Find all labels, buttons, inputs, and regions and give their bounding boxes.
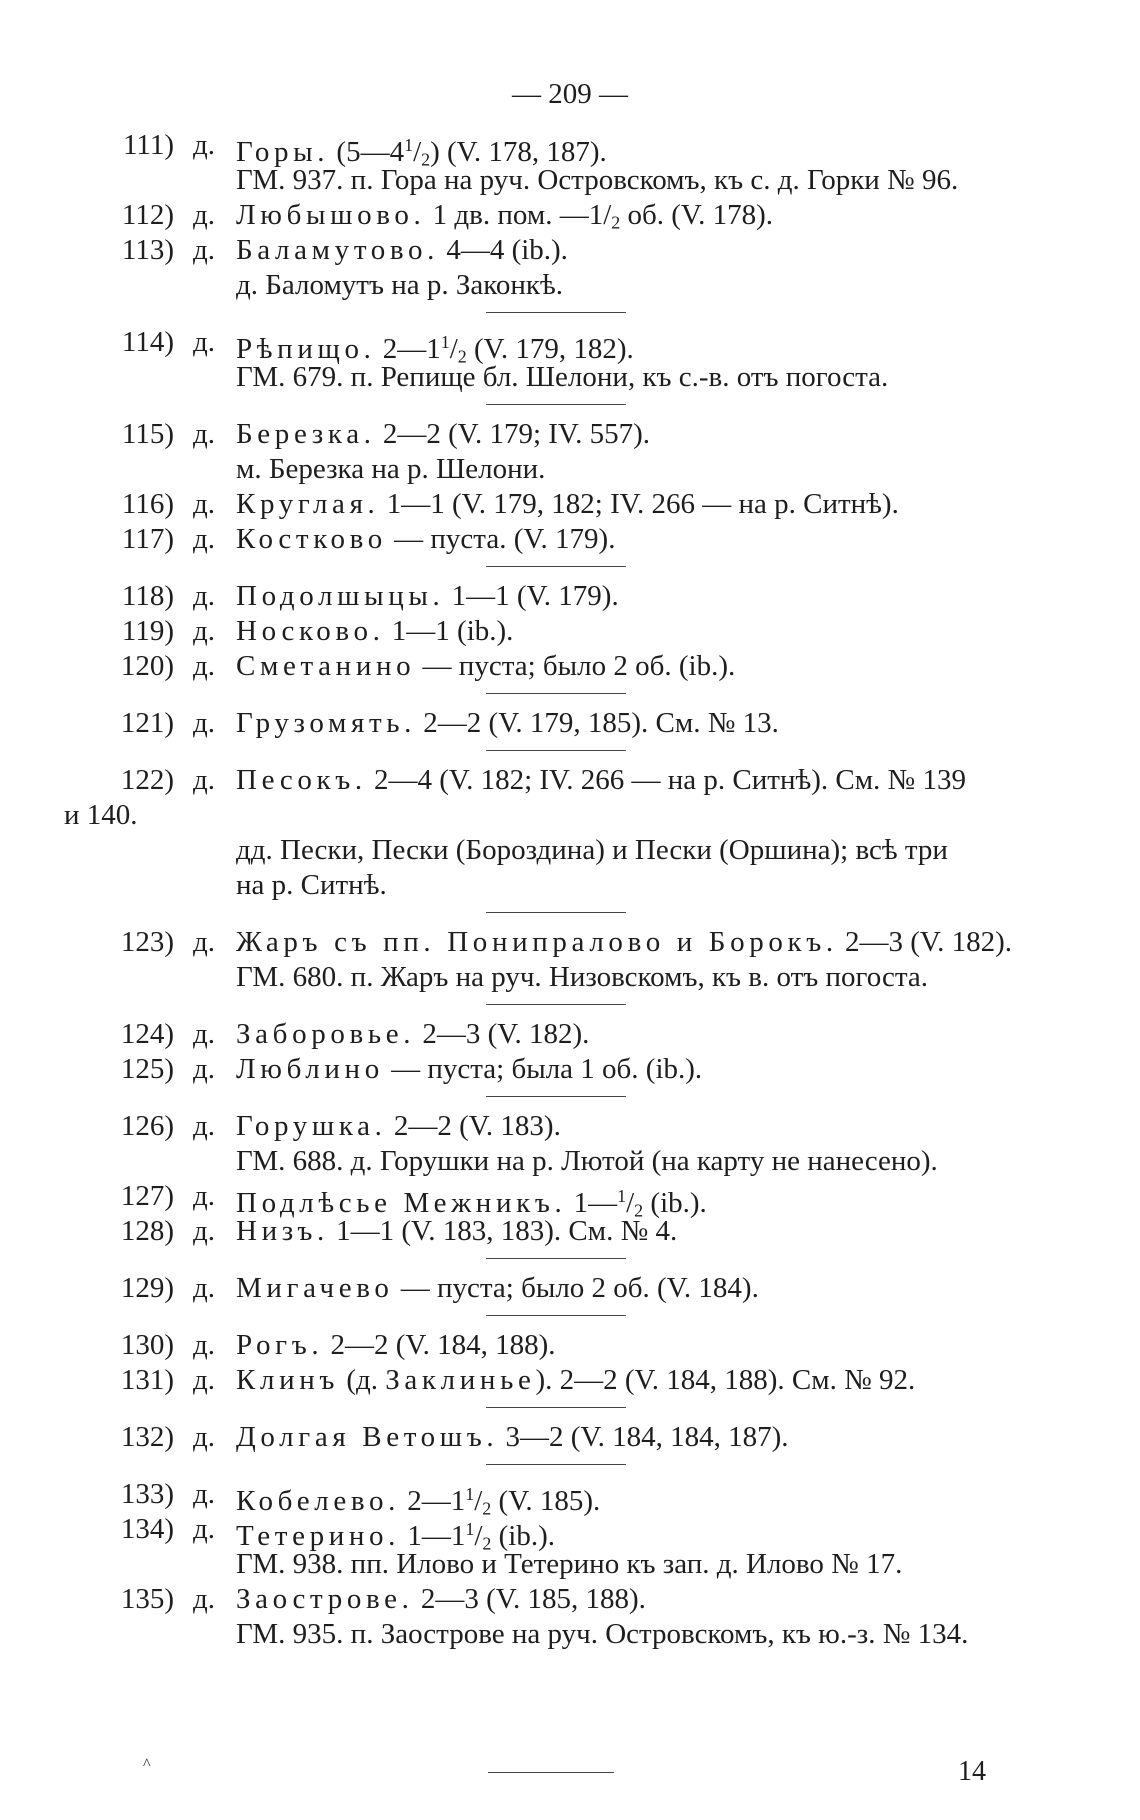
village-name: Сметанино <box>236 650 416 682</box>
entry-line: 122) д. Песокъ. 2—4 (V. 182; IV. 266 — на р. Ситнѣ). См. № 139 <box>120 764 966 796</box>
entry-note: ГМ. 938. пп. Илово и Тетерино къ зап. д. Илово № 17. <box>236 1548 903 1580</box>
separator-rule <box>0 1249 1140 1271</box>
entry-line: 135) д. Заострове. 2—3 (V. 185, 188). <box>120 1583 646 1615</box>
entry-line: 123) д. Жаръ съ пп. Понипралово и Борокъ. 2—3 (V. 182). <box>120 926 1013 958</box>
village-name: Мигачево <box>236 1272 394 1304</box>
village-name: Люблино <box>236 1053 384 1085</box>
village-name: Низъ. <box>236 1215 329 1247</box>
entry-line: 111) д. Горы. $(5—4^1/_2)$ (V. 178, 187). <box>0 128 1140 163</box>
entry-note: м. Березка на р. Шелони. <box>236 453 546 485</box>
entry-line: 115) д. Березка. 2—2 (V. 179; IV. 557). <box>121 418 651 450</box>
village-name: Долгая Ветошъ. <box>236 1421 499 1453</box>
entry-line: 126) д. Горушка. 2—2 (V. 183). <box>120 1110 561 1142</box>
entry-list <box>0 128 1140 1652</box>
village-name: Песокъ. <box>236 764 367 796</box>
separator-rule <box>0 557 1140 579</box>
footer-mark: ^ <box>143 1756 151 1773</box>
entry-line: 128) д. Низъ. 1—1 (V. 183, 183). См. № 4. <box>120 1215 678 1247</box>
entry-note: д. Баломутъ на р. Законкѣ. <box>236 269 563 301</box>
separator-rule <box>0 1398 1140 1420</box>
village-name: Березка. <box>236 418 376 450</box>
village-name: Клинъ <box>236 1364 340 1396</box>
entry-line: 117) д. Костково — пуста. (V. 179). <box>121 523 616 555</box>
entry-line: 125) д. Люблино — пуста; была 1 об. (ib.). <box>120 1053 703 1085</box>
entry-note: дд. Пески, Пески (Бороздина) и Пески (Оршина); всѣ три <box>236 834 948 866</box>
entry-line: 132) д. Долгая Ветошъ. 3—2 (V. 184, 184, 187). <box>120 1421 789 1453</box>
page-footer <box>0 1756 1140 1792</box>
entry-continuation: и 140. <box>64 799 138 831</box>
entry-line: 112) д. Любышово. 1 дв. пом. $—1/_2$ об. (V. 178). <box>121 199 774 233</box>
entry-line: 124) д. Заборовье. 2—3 (V. 182). <box>120 1018 590 1050</box>
village-name: Круглая. <box>236 488 380 520</box>
entry-line: 130) д. Рогъ. 2—2 (V. 184, 188). <box>120 1329 556 1361</box>
entry-note: ГМ. 680. п. Жаръ на руч. Низовскомъ, къ в. отъ погоста. <box>236 961 928 993</box>
village-name: Заборовье. <box>236 1018 416 1050</box>
separator-rule <box>0 995 1140 1017</box>
entry-line: 118) д. Подолшыцы. 1—1 (V. 179). <box>121 580 619 612</box>
entry-line: 121) д. Грузомять. 2—2 (V. 179, 185). См. № 13. <box>120 707 779 739</box>
village-name: Горы. <box>236 135 330 168</box>
separator-rule <box>0 684 1140 706</box>
separator-rule <box>0 741 1140 763</box>
separator-rule <box>0 303 1140 325</box>
entry-abbr: д. <box>193 129 216 161</box>
footer-rule <box>488 1772 614 1773</box>
entry-note: ГМ. 679. п. Репище бл. Шелони, къ с.-в. отъ погоста. <box>236 361 889 393</box>
village-name: Жаръ съ пп. Понипралово и Борокъ. <box>236 926 838 958</box>
separator-rule <box>0 1087 1140 1109</box>
entry-line: 129) д. Мигачево — пуста; было 2 об. (V. 184). <box>120 1272 759 1304</box>
village-name: Грузомять. <box>236 707 417 739</box>
entry-line: 114) д. Рѣпищо. $2—1^1/_2$ (V. 179, 182). <box>121 326 634 367</box>
entry-line: 133) д. Кобелево. $2—1^1/_2$ (V. 185). <box>120 1478 601 1519</box>
village-name: Горушка. <box>236 1110 387 1142</box>
entry-line: 120) д. Сметанино — пуста; было 2 об. (ib.). <box>120 650 736 682</box>
entry-note: ГМ. 935. п. Заострове на руч. Островскомъ, къ ю.-з. № 134. <box>236 1618 969 1650</box>
separator-rule <box>0 1455 1140 1477</box>
village-name: Заострове. <box>236 1583 414 1615</box>
village-name: Тетерино. <box>236 1519 401 1552</box>
entry-line: 116) д. Круглая. 1—1 (V. 179, 182; IV. 266 — на р. Ситнѣ). <box>121 488 899 520</box>
entry-note: на р. Ситнѣ. <box>236 869 387 901</box>
village-alt-name: Заклинье <box>385 1364 536 1396</box>
entry-line: 127) д. Подлѣсье Межникъ. $1—^1/_2$ (ib.). <box>120 1180 707 1221</box>
entry-line: 134) д. Тетерино. $1—1^1/_2$ (ib.). <box>120 1513 555 1554</box>
entry-line: 131) д. Клинъ (д. Заклинье). 2—2 (V. 184, 188). См. № 92. <box>120 1364 916 1396</box>
entry-note: ГМ. 688. д. Горушки на р. Лютой (на карту не нанесено). <box>236 1145 938 1177</box>
page-number: — 209 — <box>512 78 628 110</box>
village-name: Баламутово. <box>236 234 440 266</box>
separator-rule <box>0 395 1140 417</box>
village-name: Костково <box>236 523 387 555</box>
entry-line: 113) д. Баламутово. 4—4 (ib.). <box>121 234 568 266</box>
entry-note: ГМ. 937. п. Гора на руч. Островскомъ, къ с. д. Горки № 96. <box>236 164 959 196</box>
separator-rule <box>0 903 1140 925</box>
village-name: Подолшыцы. <box>236 580 445 612</box>
village-name: Подлѣсье Межникъ. <box>236 1186 567 1219</box>
separator-rule <box>0 1306 1140 1328</box>
entry-number: 111) <box>122 129 174 161</box>
sheet-signature: 14 <box>958 1756 986 1787</box>
village-name: Любышово. <box>236 199 426 231</box>
village-name: Кобелево. <box>236 1484 400 1517</box>
entry-line: 119) д. Носково. 1—1 (ib.). <box>121 615 514 647</box>
village-name: Рѣпищо. <box>236 332 376 365</box>
village-name: Рогъ. <box>236 1329 324 1361</box>
village-name: Носково. <box>236 615 385 647</box>
